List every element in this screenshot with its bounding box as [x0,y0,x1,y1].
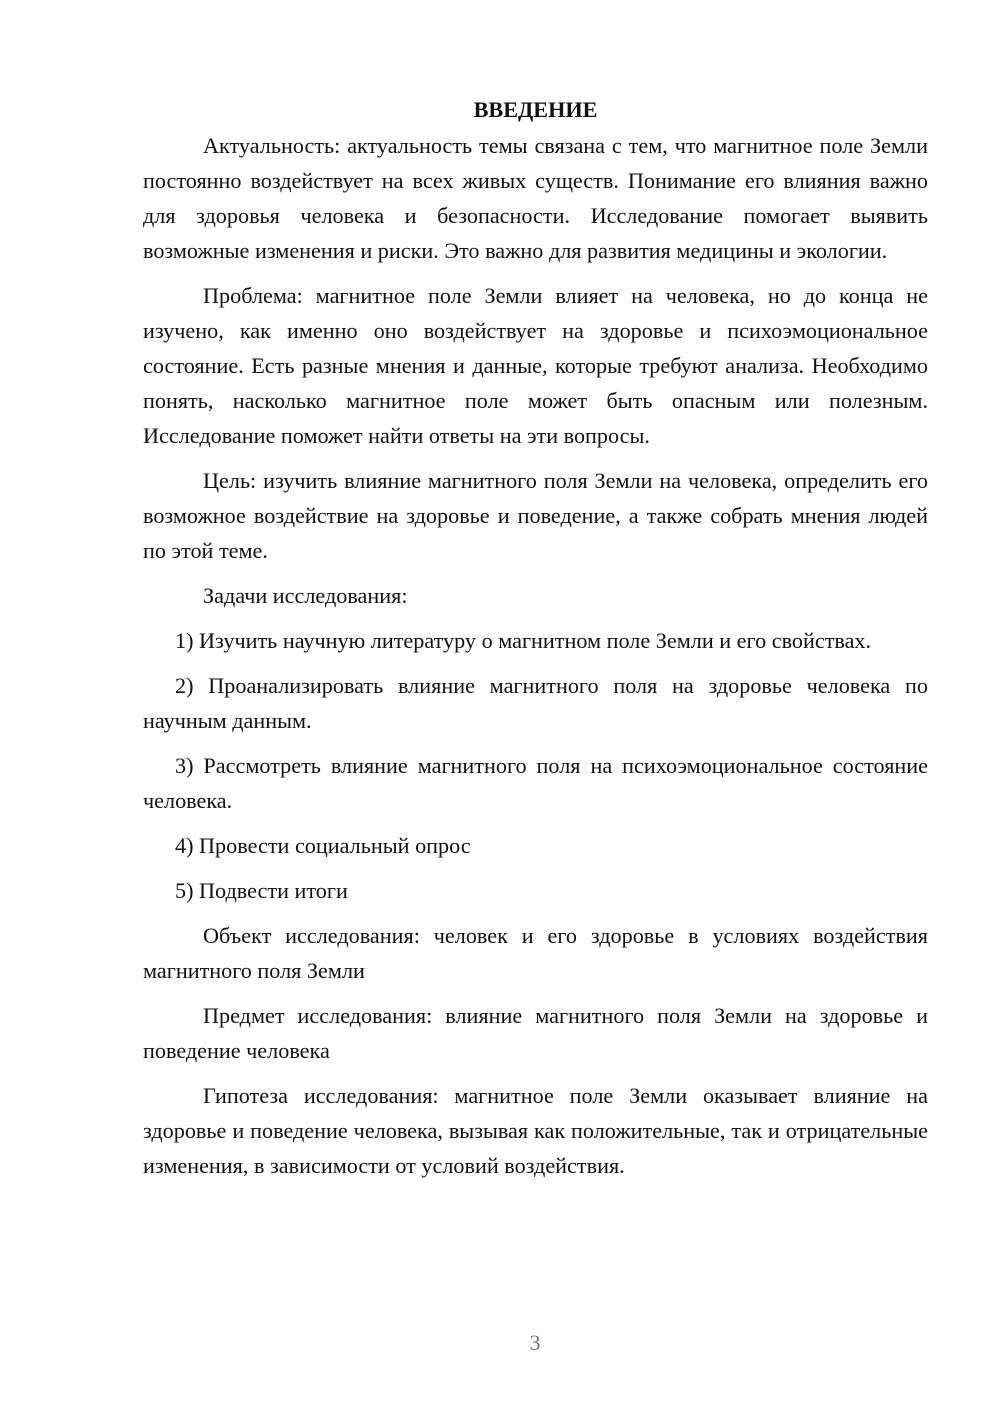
task-item-3: 3) Рассмотреть влияние магнитного поля на психоэмоциональное состояние человека. [143,753,928,813]
page-number: 3 [529,1330,541,1355]
page-title: ВВЕДЕНИЕ [473,97,598,122]
object-paragraph: Объект исследования: человек и его здоровье в условиях воздействия магнитного поля Земли [143,923,928,983]
relevance-paragraph: Актуальность: актуальность темы связана с тем, что магнитное поле Земли постоянно воздействует на всех живых существ. Понимание его влияния важно для здоровья человека и безопасности. Исследование помогает выявить возможные изменения и риски. Это важно для развития медицины и экологии. [143,133,928,263]
task-item-1: 1) Изучить научную литературу о магнитном поле Земли и его свойствах. [175,628,872,653]
goal-paragraph: Цель: изучить влияние магнитного поля Земли на человека, определить его возможное воздействие на здоровье и поведение, а также собрать мнения людей по этой теме. [143,468,928,563]
subject-paragraph: Предмет исследования: влияние магнитного поля Земли на здоровье и поведение человека [143,1003,928,1063]
task-item-4: 4) Провести социальный опрос [175,833,471,858]
hypothesis-paragraph: Гипотеза исследования: магнитное поле Земли оказывает влияние на здоровье и поведение человека, вызывая как положительные, так и отрицательные изменения, в зависимости от условий воздействия. [143,1083,928,1178]
tasks-list [143,623,928,908]
task-item-2: 2) Проанализировать влияние магнитного поля на здоровье человека по научным данным. [143,673,928,733]
task-item-5: 5) Подвести итоги [175,878,348,903]
document-page [143,92,928,1193]
problem-paragraph: Проблема: магнитное поле Земли влияет на человека, но до конца не изучено, как именно оно воздействует на здоровье и психоэмоциональное состояние. Есть разные мнения и данные, которые требуют анализа. Необходимо понять, насколько магнитное поле может быть опасным или полезным. Исследование поможет найти ответы на эти вопросы. [143,283,928,448]
tasks-heading: Задачи исследования: [203,583,408,608]
